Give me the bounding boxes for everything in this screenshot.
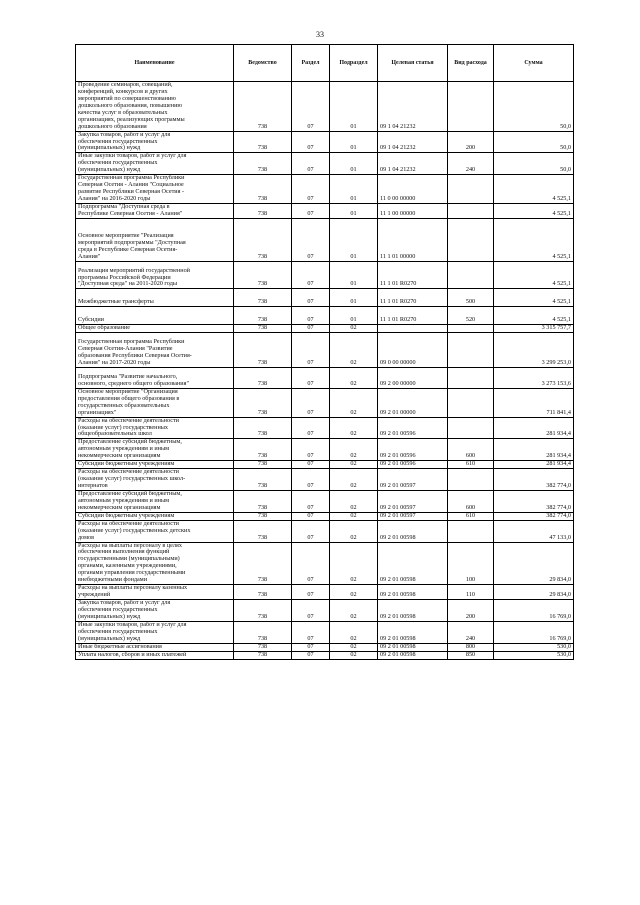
- cell-name: Иные закупки товаров, работ и услуг для обеспечения государственных (муниципальных) нужд: [76, 621, 234, 643]
- cell-subsection: 01: [330, 203, 378, 218]
- cell-expense: 240: [448, 621, 494, 643]
- cell-target: 11 1 01 R0270: [378, 261, 448, 289]
- cell-name: Реализация мероприятий государственной программы Российской Федерации "Доступная среда" на 2011-2020 годы: [76, 261, 234, 289]
- cell-name: Уплата налогов, сборов и иных платежей: [76, 651, 234, 659]
- cell-sum: 4 525,1: [494, 261, 574, 289]
- cell-sum: 50,0: [494, 82, 574, 132]
- cell-expense: [448, 333, 494, 368]
- cell-expense: [448, 82, 494, 132]
- table-row: [76, 175, 574, 204]
- cell-target: 09 2 01 00596: [378, 417, 448, 439]
- cell-expense: [448, 325, 494, 333]
- table-row: [76, 203, 574, 218]
- header-dept: Ведомство: [234, 45, 292, 82]
- table-row: [76, 651, 574, 659]
- cell-subsection: 01: [330, 175, 378, 204]
- cell-section: 07: [292, 203, 330, 218]
- cell-target: 09 1 04 21232: [378, 82, 448, 132]
- table-row: [76, 82, 574, 132]
- cell-target: 11 0 00 00000: [378, 175, 448, 204]
- table-row: [76, 439, 574, 461]
- cell-name: Иные бюджетные ассигнования: [76, 643, 234, 651]
- table-row: [76, 388, 574, 417]
- table-body: [76, 82, 574, 660]
- cell-subsection: 01: [330, 153, 378, 175]
- table-row: [76, 417, 574, 439]
- cell-name: Проведение семинаров, совещаний, конференций, конкурсов и других мероприятий по совершенствованию дошкольного образования, повышению качества услуг в образовательных организациях, реализующих программы дошкольного образования: [76, 82, 234, 132]
- cell-sum: 4 525,1: [494, 307, 574, 325]
- cell-sum: 4 525,1: [494, 289, 574, 307]
- cell-name: Государственная программа Республики Северная Осетия-Алания "Развитие образования Республики Северная Осетия- Алания" на 2017-2020 годы: [76, 333, 234, 368]
- cell-name: Предоставление субсидий бюджетным, автономным учреждениям и иным некоммерческим организациям: [76, 490, 234, 512]
- cell-target: 09 0 00 00000: [378, 333, 448, 368]
- cell-target: 09 2 01 00598: [378, 621, 448, 643]
- cell-subsection: 02: [330, 469, 378, 491]
- cell-dept: 738: [234, 333, 292, 368]
- cell-dept: 738: [234, 585, 292, 600]
- table-row: [76, 131, 574, 153]
- cell-subsection: 02: [330, 621, 378, 643]
- table-row: [76, 585, 574, 600]
- cell-subsection: 01: [330, 218, 378, 261]
- cell-target: 09 2 01 00598: [378, 643, 448, 651]
- cell-expense: 610: [448, 512, 494, 520]
- cell-dept: 738: [234, 490, 292, 512]
- cell-expense: [448, 388, 494, 417]
- cell-target: 11 1 01 R0270: [378, 307, 448, 325]
- cell-section: 07: [292, 131, 330, 153]
- cell-sum: 4 525,1: [494, 218, 574, 261]
- cell-target: 09 2 01 00598: [378, 542, 448, 585]
- cell-target: 09 2 01 00598: [378, 520, 448, 542]
- cell-sum: 50,0: [494, 153, 574, 175]
- cell-dept: 738: [234, 203, 292, 218]
- cell-expense: 600: [448, 439, 494, 461]
- cell-section: 07: [292, 520, 330, 542]
- cell-dept: 738: [234, 621, 292, 643]
- table-row: [76, 218, 574, 261]
- cell-expense: 850: [448, 651, 494, 659]
- header-sum: Сумма: [494, 45, 574, 82]
- cell-target: 09 2 01 00598: [378, 651, 448, 659]
- table-row: [76, 153, 574, 175]
- cell-section: 07: [292, 439, 330, 461]
- cell-name: Основное мероприятие "Реализация мероприятий подпрограммы "Доступная среда в Республике Северная Осетия- Алания": [76, 218, 234, 261]
- cell-section: 07: [292, 643, 330, 651]
- cell-section: 07: [292, 542, 330, 585]
- cell-name: Субсидии бюджетным учреждениям: [76, 512, 234, 520]
- cell-sum: 50,0: [494, 131, 574, 153]
- cell-name: Предоставление субсидий бюджетным, автономным учреждениям и иным некоммерческим организациям: [76, 439, 234, 461]
- cell-subsection: 02: [330, 643, 378, 651]
- cell-subsection: 02: [330, 439, 378, 461]
- cell-name: Межбюджетные трансферты: [76, 289, 234, 307]
- cell-dept: 738: [234, 367, 292, 388]
- cell-section: 07: [292, 461, 330, 469]
- cell-expense: 610: [448, 461, 494, 469]
- cell-expense: [448, 367, 494, 388]
- cell-name: Подпрограмма "Доступная среда в Республике Северная Осетия - Алания": [76, 203, 234, 218]
- cell-expense: 800: [448, 643, 494, 651]
- cell-section: 07: [292, 388, 330, 417]
- cell-sum: 530,0: [494, 643, 574, 651]
- cell-target: 09 2 00 00000: [378, 367, 448, 388]
- table-row: [76, 307, 574, 325]
- cell-name: Расходы на выплаты персоналу казенных учреждений: [76, 585, 234, 600]
- cell-sum: 29 834,0: [494, 542, 574, 585]
- cell-section: 07: [292, 333, 330, 368]
- cell-subsection: 02: [330, 417, 378, 439]
- cell-sum: 281 934,4: [494, 417, 574, 439]
- cell-sum: 382 774,0: [494, 490, 574, 512]
- table-row: [76, 367, 574, 388]
- cell-section: 07: [292, 261, 330, 289]
- cell-name: Подпрограмма "Развитие начального, основного, среднего общего образования": [76, 367, 234, 388]
- cell-target: 11 1 01 00000: [378, 218, 448, 261]
- cell-expense: 110: [448, 585, 494, 600]
- table-row: [76, 325, 574, 333]
- cell-target: 09 1 04 21232: [378, 153, 448, 175]
- cell-subsection: 02: [330, 585, 378, 600]
- cell-dept: 738: [234, 307, 292, 325]
- table-row: [76, 542, 574, 585]
- cell-name: Общее образование: [76, 325, 234, 333]
- cell-section: 07: [292, 469, 330, 491]
- cell-sum: 29 834,0: [494, 585, 574, 600]
- header-expense: Вид расхода: [448, 45, 494, 82]
- cell-target: 09 2 01 00597: [378, 490, 448, 512]
- table-row: [76, 289, 574, 307]
- cell-subsection: 01: [330, 307, 378, 325]
- cell-sum: 4 525,1: [494, 203, 574, 218]
- cell-name: Расходы на обеспечение деятельности (оказание услуг) государственных школ- интернатов: [76, 469, 234, 491]
- cell-section: 07: [292, 585, 330, 600]
- cell-name: Расходы на выплаты персоналу в целях обеспечения выполнения функций государственными (муниципальными) органами, казенными учреждениями, органами управления государственными внебюджетными фондами: [76, 542, 234, 585]
- cell-expense: 520: [448, 307, 494, 325]
- cell-name: Государственная программа Республики Северная Осетия - Алания "Социальное развитие Республики Северная Осетия - Алания" на 2016-2020 годы: [76, 175, 234, 204]
- cell-expense: [448, 520, 494, 542]
- cell-name: Основное мероприятие "Организация предоставления общего образования в государственных образовательных организациях": [76, 388, 234, 417]
- cell-section: 07: [292, 367, 330, 388]
- cell-target: 09 2 01 00596: [378, 461, 448, 469]
- cell-sum: 281 934,4: [494, 439, 574, 461]
- cell-subsection: 01: [330, 131, 378, 153]
- page-number: 33: [316, 30, 324, 39]
- cell-expense: [448, 175, 494, 204]
- table-row: [76, 520, 574, 542]
- cell-name: Закупка товаров, работ и услуг для обеспечения государственных (муниципальных) нужд: [76, 600, 234, 622]
- cell-name: Закупка товаров, работ и услуг для обеспечения государственных (муниципальных) нужд: [76, 131, 234, 153]
- cell-expense: 100: [448, 542, 494, 585]
- cell-subsection: 02: [330, 367, 378, 388]
- cell-section: 07: [292, 82, 330, 132]
- cell-name: Расходы на обеспечение деятельности (оказание услуг) государственных общеобразовательных школ: [76, 417, 234, 439]
- cell-sum: 530,0: [494, 651, 574, 659]
- header-subsection: Подраздел: [330, 45, 378, 82]
- table-row: [76, 643, 574, 651]
- cell-name: Субсидии бюджетным учреждениям: [76, 461, 234, 469]
- cell-expense: [448, 469, 494, 491]
- cell-expense: 600: [448, 490, 494, 512]
- cell-dept: 738: [234, 643, 292, 651]
- cell-dept: 738: [234, 325, 292, 333]
- table-row: [76, 600, 574, 622]
- header-name: Наименование: [76, 45, 234, 82]
- cell-section: 07: [292, 325, 330, 333]
- cell-subsection: 02: [330, 333, 378, 368]
- cell-dept: 738: [234, 153, 292, 175]
- cell-section: 07: [292, 153, 330, 175]
- cell-dept: 738: [234, 388, 292, 417]
- cell-target: 09 1 04 21232: [378, 131, 448, 153]
- cell-expense: 200: [448, 600, 494, 622]
- cell-target: 11 1 00 00000: [378, 203, 448, 218]
- cell-section: 07: [292, 600, 330, 622]
- cell-sum: 3 299 253,0: [494, 333, 574, 368]
- cell-sum: 382 774,0: [494, 512, 574, 520]
- cell-subsection: 02: [330, 461, 378, 469]
- cell-subsection: 02: [330, 600, 378, 622]
- cell-sum: 382 774,0: [494, 469, 574, 491]
- cell-sum: 3 315 757,7: [494, 325, 574, 333]
- cell-sum: 16 769,0: [494, 621, 574, 643]
- cell-target: 09 2 01 00598: [378, 585, 448, 600]
- cell-subsection: 01: [330, 289, 378, 307]
- cell-section: 07: [292, 490, 330, 512]
- table-row: [76, 261, 574, 289]
- cell-target: 09 2 01 00000: [378, 388, 448, 417]
- table-row: [76, 469, 574, 491]
- cell-dept: 738: [234, 469, 292, 491]
- cell-dept: 738: [234, 542, 292, 585]
- cell-section: 07: [292, 512, 330, 520]
- table-row: [76, 490, 574, 512]
- cell-dept: 738: [234, 82, 292, 132]
- cell-expense: [448, 261, 494, 289]
- cell-target: 09 2 01 00597: [378, 469, 448, 491]
- cell-name: Расходы на обеспечение деятельности (оказание услуг) государственных детских домов: [76, 520, 234, 542]
- cell-sum: 47 133,0: [494, 520, 574, 542]
- cell-subsection: 02: [330, 512, 378, 520]
- cell-subsection: 02: [330, 651, 378, 659]
- table-row: [76, 333, 574, 368]
- cell-dept: 738: [234, 175, 292, 204]
- cell-expense: [448, 203, 494, 218]
- budget-table: [75, 44, 574, 660]
- cell-section: 07: [292, 175, 330, 204]
- cell-subsection: 02: [330, 388, 378, 417]
- cell-dept: 738: [234, 261, 292, 289]
- cell-dept: 738: [234, 131, 292, 153]
- cell-section: 07: [292, 651, 330, 659]
- cell-expense: 500: [448, 289, 494, 307]
- cell-target: 09 2 01 00597: [378, 512, 448, 520]
- cell-target: 11 1 01 R0270: [378, 289, 448, 307]
- cell-dept: 738: [234, 417, 292, 439]
- cell-sum: 16 769,0: [494, 600, 574, 622]
- cell-sum: 3 273 153,6: [494, 367, 574, 388]
- header-section: Раздел: [292, 45, 330, 82]
- cell-sum: 281 934,4: [494, 461, 574, 469]
- table-row: [76, 512, 574, 520]
- cell-target: [378, 325, 448, 333]
- cell-expense: [448, 417, 494, 439]
- cell-target: 09 2 01 00598: [378, 600, 448, 622]
- cell-subsection: 02: [330, 325, 378, 333]
- cell-expense: 240: [448, 153, 494, 175]
- cell-dept: 738: [234, 289, 292, 307]
- cell-dept: 738: [234, 651, 292, 659]
- cell-subsection: 02: [330, 520, 378, 542]
- cell-subsection: 01: [330, 261, 378, 289]
- cell-subsection: 02: [330, 542, 378, 585]
- cell-section: 07: [292, 417, 330, 439]
- cell-sum: 4 525,1: [494, 175, 574, 204]
- cell-section: 07: [292, 218, 330, 261]
- cell-subsection: 01: [330, 82, 378, 132]
- cell-dept: 738: [234, 512, 292, 520]
- table-header-row: [76, 45, 574, 82]
- header-target: Целевая статья: [378, 45, 448, 82]
- cell-name: Субсидии: [76, 307, 234, 325]
- cell-expense: [448, 218, 494, 261]
- cell-subsection: 02: [330, 490, 378, 512]
- cell-name: Иные закупки товаров, работ и услуг для обеспечения государственных (муниципальных) нужд: [76, 153, 234, 175]
- cell-section: 07: [292, 307, 330, 325]
- cell-dept: 738: [234, 520, 292, 542]
- cell-target: 09 2 01 00596: [378, 439, 448, 461]
- cell-dept: 738: [234, 439, 292, 461]
- cell-expense: 200: [448, 131, 494, 153]
- cell-section: 07: [292, 289, 330, 307]
- cell-dept: 738: [234, 461, 292, 469]
- cell-sum: 711 841,4: [494, 388, 574, 417]
- cell-dept: 738: [234, 600, 292, 622]
- cell-dept: 738: [234, 218, 292, 261]
- cell-section: 07: [292, 621, 330, 643]
- table-row: [76, 621, 574, 643]
